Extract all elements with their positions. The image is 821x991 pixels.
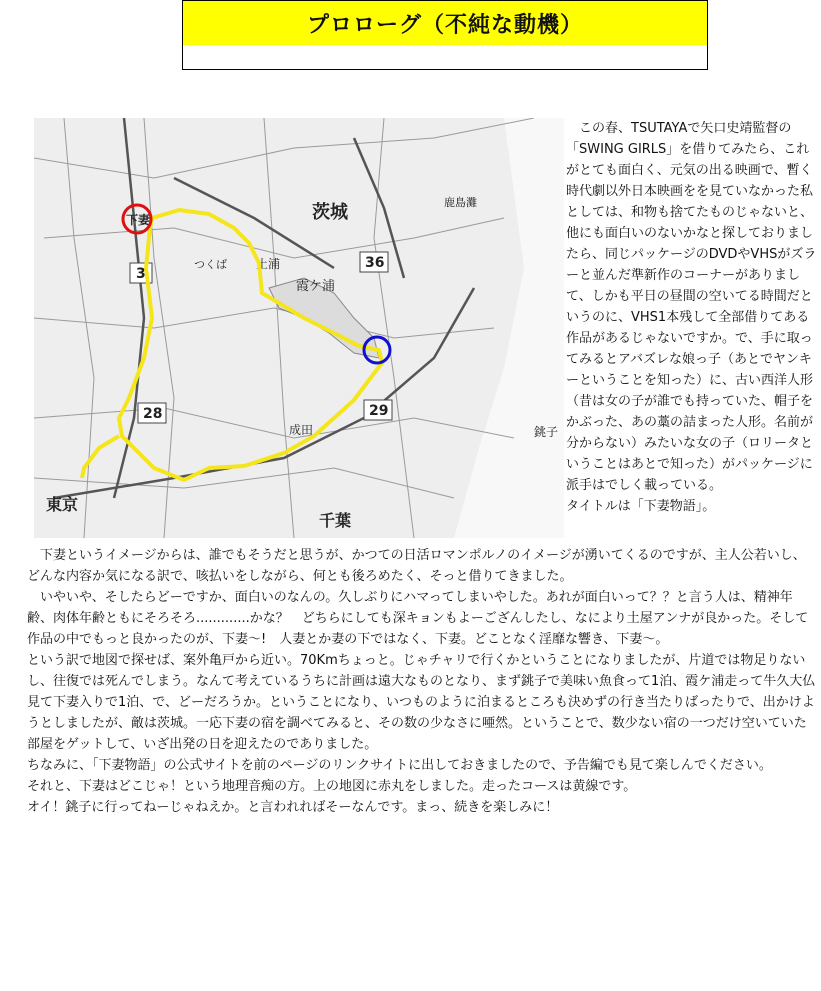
body-paragraph-3: という訳で地図で探せば、案外亀戸から近い。70Kmちょっと。じゃチャリで行くかということになりましたが、片道では物足りないし、往復では死んでしまう。なんて考えているうちに計画は遠大なものとなり、まず銚子で美味い魚食って1泊、霞ケ浦走って牛久大仏見て下妻入りで1泊、で、どーだろうか。ということになり、いつものように泊まるところも決めずの行き当たりばったりで、出かけようとしましたが、敵は茨城。一応下妻の宿を調べてみると、その数の少なさに唖然。ということで、数少ない宿の一つだけ空いていた部屋をゲットして、いざ出発の日を迎えたのでありました。 (27, 653, 816, 752)
tokyo-label: 東京 (46, 495, 79, 514)
kasumigaura-label: 霞ケ浦 (296, 279, 336, 294)
narita-label: 成田 (289, 423, 314, 437)
shimotsuma-label: 下妻 (126, 213, 151, 227)
body-paragraph-4: ちなみに、「下妻物語」の公式サイトを前のページのリンクサイトに出しておきましたので、予告編でも見て楽しんでください。 (27, 758, 772, 773)
chiba-label: 千葉 (319, 511, 352, 530)
body-paragraph-1: 下妻というイメージからは、誰でもそうだと思うが、かつての日活ロマンポルノのイメージが湧いてくるのですが、主人公若いし、どんな内容か気になる訳で、咳払いをしながら、何とも後ろめたく、そっと借りてきました。 (27, 548, 806, 584)
body-paragraph-5: それと、下妻はどこじゃ！という地理音痴の方。上の地図に赤丸をしました。走ったコースは黄線です。 (27, 779, 637, 794)
title-subbox (182, 45, 708, 70)
route-3-label: 3 (136, 266, 146, 282)
page-title (182, 0, 708, 46)
side-paragraph-1: この春、TSUTAYAで矢口史靖監督の「SWING GIRLS」を借りてみたら、これがとても面白く、元気の出る映画で、暫く時代劇以外日本映画をを見ていなかった私としては、和物も捨てたものじゃないと、他にも面白いのないかなと探しておりましたら、同じパッケージのDVDやVHSがズラーと並んだ準新作のコーナーがありまして、しかも平日の昼間の空いてる時間だというのに、VHS1本残して全部借りてある作品があるじゃないですか。で、手に取ってみるとアバズレな娘っ子（あとでヤンキーということを知った）に、古い西洋人形（昔は女の子が誰でも持っていた、帽子をかぶった、あの藁の詰まった人形。名前が分からない）みたいな女の子（ロリータということはあとで知った）がパッケージに派手はでしく載っている。 (566, 121, 817, 493)
side-paragraph-2: タイトルは「下妻物語」。 (566, 499, 716, 514)
route-28-label: 28 (143, 406, 163, 422)
ibaraki-label: 茨城 (312, 202, 348, 223)
page-title-text: プロローグ（不純な動機） (306, 12, 583, 38)
route-map (34, 118, 564, 538)
body-paragraph-6: オイ！銚子に行ってねーじゃねえか。と言われればそーなんです。まっ、続きを楽しみに！ (27, 800, 559, 815)
side-text-column (566, 118, 820, 517)
tsukuba-label: つくば (194, 258, 227, 271)
route-29-label: 29 (369, 403, 389, 419)
body-text (27, 545, 817, 818)
kashimanada-label: 鹿島灘 (444, 196, 477, 209)
route-map-svg (34, 118, 564, 538)
choshi-label: 銚子 (534, 425, 559, 439)
tsuchiura-label: 土浦 (256, 257, 281, 271)
body-paragraph-2: いやいや、そしたらどーですか、面白いのなんの。久しぶりにハマってしまいやした。あれが面白いって？？と言う人は、精神年齢、肉体年齢ともにそろそろ.............かな？ どちらにしても深キョンもよーござんしたし、なにより土屋アンナが良かった。そして作品の中でもっと良かったのが、下妻〜! 人妻とか妻の下ではなく、下妻。どことなく淫靡な響き、下妻〜。 (27, 590, 809, 647)
route-36-label: 36 (365, 255, 385, 271)
